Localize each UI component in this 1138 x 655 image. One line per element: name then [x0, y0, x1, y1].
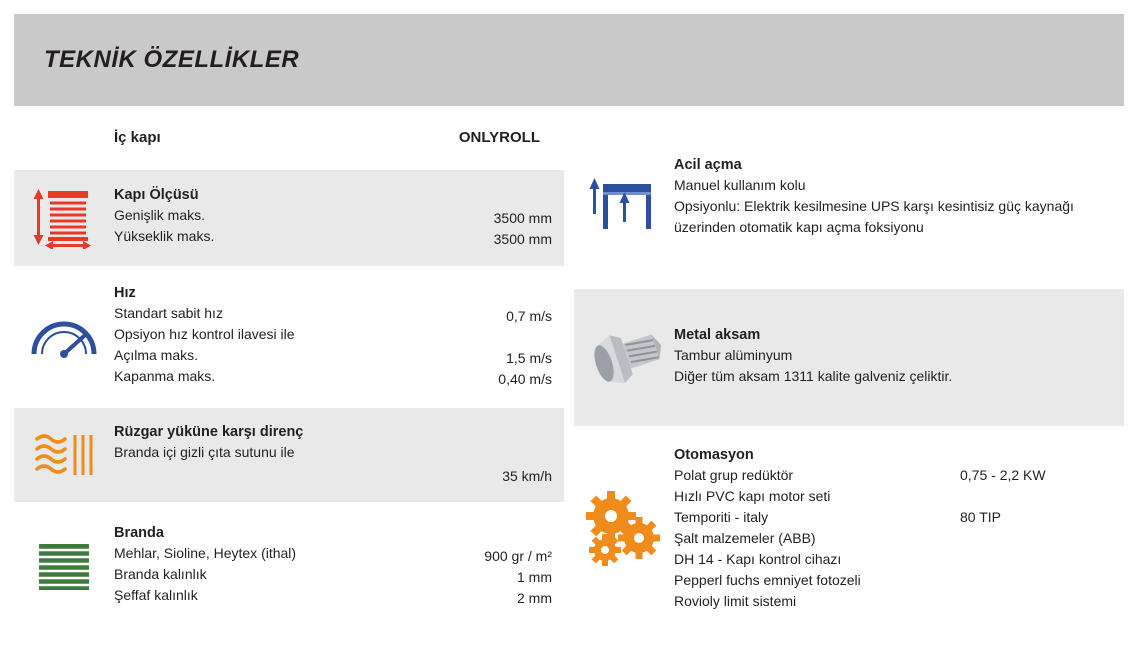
automation-title: Otomasyon	[674, 447, 754, 464]
wind-line-0: Branda içi gizli çıta sutunu ile	[114, 443, 295, 460]
fabric-body	[114, 525, 564, 609]
emergency-open-line-1: Opsiyonlu: Elektrik kesilmesine UPS karşı kesintisiz güç kaynağı	[674, 197, 1074, 214]
spec-card-emergency-open	[574, 115, 1124, 280]
door-type-label: İç kapı	[114, 129, 161, 146]
speed-body	[114, 285, 564, 390]
content-columns	[14, 115, 1124, 625]
bolt-screw-icon	[574, 324, 674, 390]
door-size-labels	[114, 187, 432, 250]
emergency-open-line-2: üzerinden otomatik kapı açma foksiyonu	[674, 218, 924, 235]
fabric-title: Branda	[114, 525, 164, 541]
spec-card-automation	[574, 435, 1124, 625]
fabric-value-1: 1 mm	[517, 569, 552, 585]
automation-values	[960, 465, 1110, 612]
metal-parts-body	[674, 327, 1124, 387]
wind-body	[114, 424, 564, 487]
rolling-door-icon	[14, 187, 114, 249]
left-column	[14, 115, 564, 625]
page-title: TEKNİK ÖZELLİKLER	[44, 46, 300, 73]
speed-line-1: Opsiyon hız kontrol ilavesi ile	[114, 325, 295, 342]
fabric-line-1: Branda kalınlık	[114, 566, 207, 582]
metal-parts-title: Metal aksam	[674, 327, 761, 344]
wind-resistance-icon	[14, 429, 114, 481]
emergency-open-title: Acil açma	[674, 156, 742, 173]
right-column	[574, 115, 1124, 625]
gears-icon	[574, 490, 674, 570]
automation-line-4: DH 14 - Kapı kontrol cihazı	[674, 551, 842, 568]
automation-value-2: 80 TIP	[960, 509, 1001, 526]
speed-value-2: 1,5 m/s	[506, 349, 552, 366]
left-column-header-row	[14, 115, 564, 161]
emergency-open-line-0: Manuel kullanım kolu	[674, 176, 806, 193]
wind-values	[432, 424, 552, 487]
speed-value-3: 0,40 m/s	[498, 370, 552, 387]
automation-line-1: Hızlı PVC kapı motor seti	[674, 488, 831, 505]
product-name: ONLYROLL	[458, 129, 540, 146]
automation-line-0: Polat grup redüktör	[674, 467, 794, 484]
fabric-line-0: Mehlar, Sioline, Heytex (ithal)	[114, 545, 297, 561]
automation-body	[674, 447, 1124, 612]
fabric-value-2: 2 mm	[517, 590, 552, 606]
door-size-title: Kapı Ölçüsü	[114, 186, 199, 203]
door-size-line-0: Genişlik maks.	[114, 206, 206, 223]
fabric-value-0: 900 gr / m²	[484, 548, 552, 564]
wind-labels	[114, 424, 432, 487]
automation-value-0: 0,75 - 2,2 KW	[960, 467, 1046, 484]
door-size-line-1: Yükseklik maks.	[114, 227, 215, 244]
spec-card-speed	[14, 275, 564, 399]
spec-card-metal-parts	[574, 289, 1124, 426]
door-size-body	[114, 187, 564, 250]
speed-line-2: Açılma maks.	[114, 346, 199, 363]
automation-grid	[674, 465, 1110, 612]
speed-line-3: Kapanma maks.	[114, 367, 216, 384]
speed-line-0: Standart sabit hız	[114, 304, 223, 321]
automation-line-6: Rovioly limit sistemi	[674, 593, 797, 610]
automation-line-3: Şalt malzemeler (ABB)	[674, 530, 816, 547]
spec-card-fabric	[14, 511, 564, 623]
metal-parts-line-0: Tambur alüminyum	[674, 347, 793, 364]
wind-value-1: 35 km/h	[502, 467, 552, 484]
speedometer-icon	[14, 310, 114, 364]
speed-values	[432, 285, 552, 390]
fabric-labels	[114, 525, 432, 609]
door-size-value-1: 3500 mm	[493, 230, 552, 247]
door-size-value-0: 3500 mm	[493, 209, 552, 226]
page-header	[14, 14, 1124, 106]
fabric-values	[432, 525, 552, 609]
fabric-roll-icon	[14, 536, 114, 598]
fabric-line-2: Şeffaf kalınlık	[114, 587, 198, 603]
emergency-open-body	[674, 157, 1124, 238]
spec-card-wind-resistance	[14, 408, 564, 502]
speed-title: Hız	[114, 284, 136, 301]
emergency-open-icon	[574, 162, 674, 232]
speed-value-0: 0,7 m/s	[506, 307, 552, 324]
door-size-values	[432, 187, 552, 250]
speed-labels	[114, 285, 432, 390]
automation-labels	[674, 465, 960, 612]
automation-line-5: Pepperl fuchs emniyet fotozeli	[674, 572, 861, 589]
header-row-body	[114, 129, 564, 147]
metal-parts-line-1: Diğer tüm aksam 1311 kalite galveniz çeliktir.	[674, 368, 953, 385]
automation-line-2: Temporiti - italy	[674, 509, 769, 526]
wind-title: Rüzgar yüküne karşı direnç	[114, 423, 304, 440]
spec-card-door-size	[14, 170, 564, 266]
